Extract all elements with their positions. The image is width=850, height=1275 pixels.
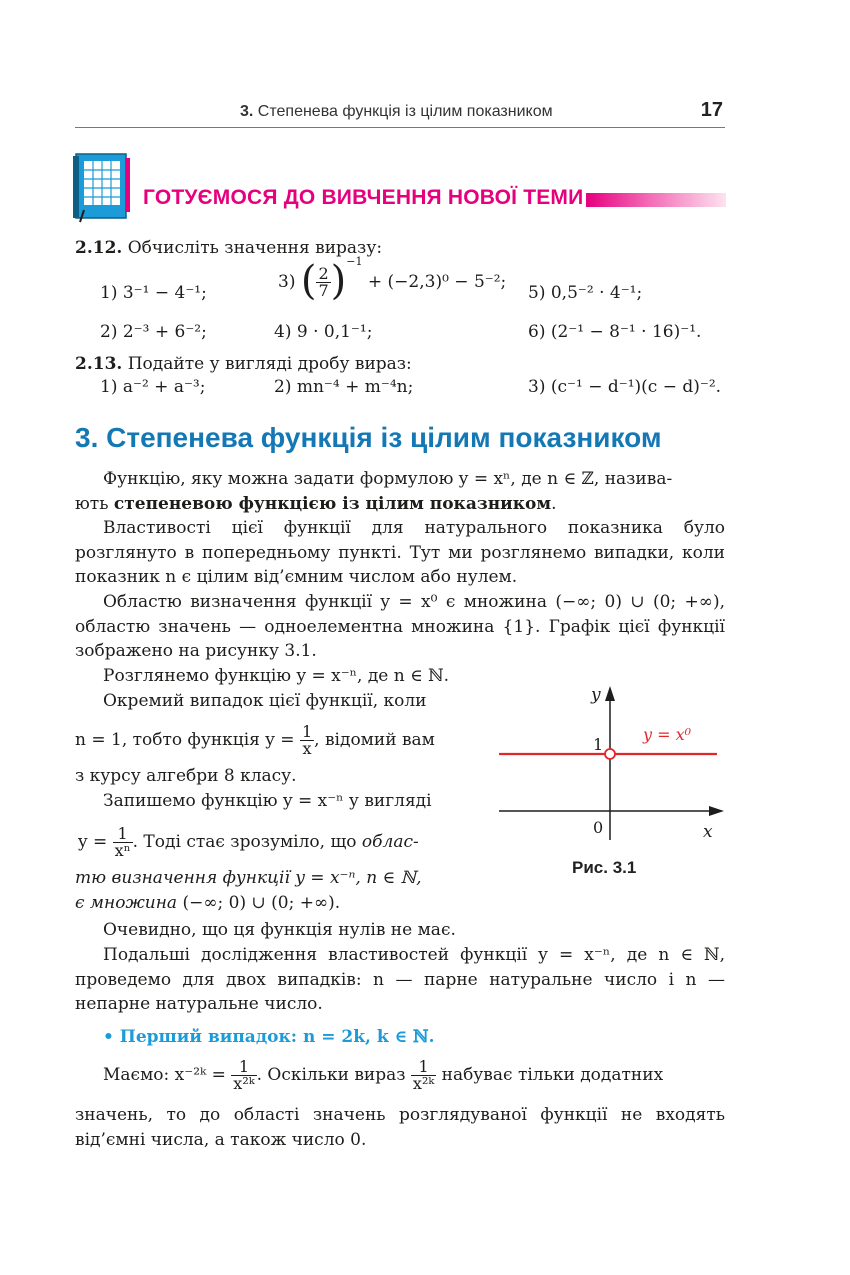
text: (−∞; 0) ∪ (0; +∞). [177, 893, 341, 913]
running-header-section-title: Степенева функція із цілим показником [257, 103, 553, 120]
paragraph-2: Властивості цієї функції для натурального показника було розглянуто в попередньому пункті. Тут ми розглянемо випадки, коли показник n є цілим від’ємним числом або нулем. [75, 518, 725, 587]
ex212-item-4: 4) 9 · 0,1⁻¹; [274, 322, 373, 342]
y-axis-label: y [591, 685, 601, 705]
paragraph-5-line-3: з курсу алгебри 8 класу. [75, 766, 297, 786]
exercise-2-12-prompt [75, 236, 382, 260]
fraction-numerator: 1 [113, 826, 133, 843]
paragraph-6-line-3: тю визначення функції y = x⁻ⁿ, n ∈ ℕ, [75, 868, 422, 888]
curve-label: y = x⁰ [643, 725, 692, 744]
exercise-text: Подайте у вигляді дробу вираз: [127, 354, 412, 374]
figure-3-1-graph [495, 680, 730, 850]
x-axis-label: x [703, 822, 713, 842]
fraction-denominator: x²ᵏ [412, 1074, 435, 1093]
paragraph-3: Областю визначення функції y = x⁰ є множина (−∞; 0) ∪ (0; +∞), областю значень — одноелементна множина {1}. Графік цієї функції зображено на рисунку 3.1. [75, 592, 725, 661]
fraction-numerator: 1 [411, 1059, 436, 1076]
banner-gradient-bar [586, 193, 726, 207]
running-header-title [240, 103, 553, 121]
ex212-item-2: 2) 2⁻³ + 6⁻²; [100, 322, 207, 342]
exercise-number: 2.13. [75, 354, 123, 374]
text: ють [75, 494, 114, 514]
fraction-one-over-x-2k [231, 1059, 256, 1092]
y-axis-arrow-icon [605, 686, 615, 701]
ex212-item-1: 1) 3⁻¹ − 4⁻¹; [100, 283, 207, 303]
paragraph-6-line-4 [75, 891, 340, 915]
text: Маємо: x⁻²ᵏ = [103, 1065, 226, 1085]
ex213-item-3: 3) (c⁻¹ − d⁻¹)(c − d)⁻². [528, 377, 722, 397]
text: n = 1, тобто функція y = [75, 730, 295, 750]
notebook-icon [72, 150, 138, 224]
ex212-item-3-label: 3) [278, 272, 296, 292]
page-number: 17 [700, 99, 723, 121]
ex212-item-6: 6) (2⁻¹ − 8⁻¹ · 16)⁻¹. [528, 322, 702, 342]
ex212-item-5: 5) 0,5⁻² · 4⁻¹; [528, 283, 643, 303]
fraction-two-sevenths [316, 266, 330, 299]
fraction-numerator: 2 [318, 264, 329, 283]
ex213-item-2: 2) mn⁻⁴ + m⁻⁴n; [274, 377, 414, 397]
running-header [75, 99, 725, 128]
paragraph-5-line-2 [75, 724, 435, 757]
fraction-one-over-x [300, 724, 314, 757]
fraction-denominator: x [302, 739, 312, 758]
exercise-number: 2.12. [75, 238, 123, 258]
paragraph-6-line-2 [78, 826, 419, 859]
italic-text: є множина [75, 893, 178, 913]
ex212-item-3-rest: + (−2,3)⁰ − 5⁻²; [367, 272, 507, 292]
case-subheading: • Перший випадок: n = 2k, k ∈ ℕ. [103, 1027, 435, 1047]
ex213-item-1: 1) a⁻² + a⁻³; [100, 377, 206, 397]
text: . [551, 494, 557, 514]
fraction-one-over-x-2k [411, 1059, 436, 1092]
paragraph-7: Очевидно, що ця функція нулів не має. [103, 920, 456, 940]
section-heading: 3. Степенева функція із цілим показником [75, 422, 662, 453]
fraction-denominator: xⁿ [114, 841, 131, 860]
paragraph-9 [103, 1059, 663, 1092]
right-paren: ) [330, 257, 347, 304]
banner-title: ГОТУЄМОСЯ ДО ВИВЧЕННЯ НОВОЇ ТЕМИ [143, 186, 584, 209]
paragraph-1-line-2 [75, 492, 557, 516]
left-paren: ( [300, 257, 317, 304]
excluded-point [605, 749, 615, 759]
origin-label: 0 [593, 818, 604, 837]
fraction-denominator: x²ᵏ [233, 1074, 255, 1093]
exponent-minus-one: −1 [346, 255, 363, 268]
ex212-item-3 [278, 255, 507, 322]
text: . Оскільки вираз [256, 1065, 406, 1085]
paragraph-6-line-1: Запишемо функцію y = x⁻ⁿ у вигляді [103, 791, 432, 811]
fraction-one-over-x-n [113, 826, 133, 859]
italic-text: облас- [361, 832, 419, 852]
paragraph-4: Розглянемо функцію y = x⁻ⁿ, де n ∈ ℕ. [103, 666, 450, 686]
definition-term: степеневою функцією із цілим показником [113, 494, 552, 514]
exercise-text: Обчисліть значення виразу: [127, 238, 383, 258]
fraction-numerator: 1 [301, 722, 313, 741]
text: , відомий вам [314, 730, 435, 750]
paragraph-1-line-1: Функцію, яку можна задати формулою y = xⁿ, де n ∈ ℤ, назива- [103, 469, 673, 489]
paragraph-5-line-1: Окремий випадок цієї функції, коли [103, 691, 427, 711]
exercise-2-13-prompt [75, 352, 412, 376]
paragraph-8: Подальші дослідження властивостей функції y = x⁻ⁿ, де n ∈ ℕ, проведемо для двох випадків: n — парне натуральне число і n — непарне натуральне число. [75, 945, 725, 1014]
text: . Тоді стає зрозуміло, що [132, 832, 362, 852]
text: y = [78, 832, 108, 852]
figure-caption: Рис. 3.1 [572, 858, 637, 877]
fraction-denominator: 7 [318, 281, 329, 300]
fraction-numerator: 1 [231, 1059, 256, 1076]
running-header-section-num: 3. [240, 103, 254, 120]
tick-label-one: 1 [593, 735, 604, 754]
x-axis-arrow-icon [709, 806, 724, 816]
paragraph-10: значень, то до області значень розглядуваної функції не входять від’ємні числа, а також число 0. [75, 1105, 725, 1150]
text: набуває тільки додатних [436, 1065, 664, 1085]
